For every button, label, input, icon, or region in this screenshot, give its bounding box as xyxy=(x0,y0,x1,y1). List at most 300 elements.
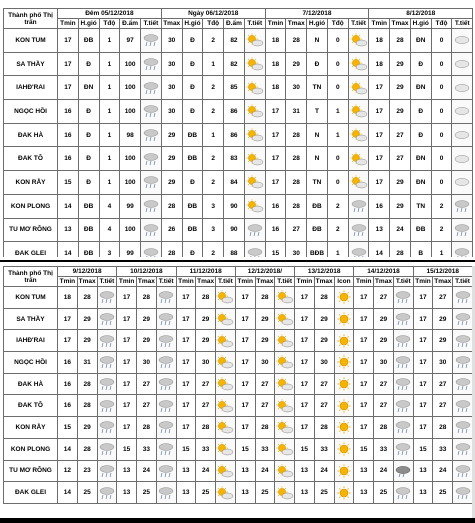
value-cell: Đ xyxy=(78,52,99,76)
column-subheader: Tmax xyxy=(434,278,452,285)
sun-behind-cloud-icon xyxy=(216,352,236,374)
value-cell: ĐN xyxy=(410,29,431,53)
value-cell: 30 xyxy=(161,29,182,53)
sun-behind-cloud-icon xyxy=(244,76,265,100)
value-cell: Đ xyxy=(410,123,431,147)
value-cell: 17 xyxy=(117,308,137,330)
sun-behind-cloud-icon xyxy=(348,29,369,53)
value-cell: 28 xyxy=(286,171,307,195)
rain-cloud-icon xyxy=(348,194,369,218)
value-cell: BĐB xyxy=(307,242,328,266)
value-cell: 30 xyxy=(314,352,334,374)
rain-cloud-icon xyxy=(156,460,176,482)
value-cell: 28 xyxy=(77,373,97,395)
value-cell: 18 xyxy=(58,287,78,309)
rain-cloud-icon xyxy=(97,482,117,504)
value-cell: 33 xyxy=(196,438,216,460)
value-cell: 17 xyxy=(369,171,390,195)
rain-cloud-icon xyxy=(156,330,176,352)
sun-behind-cloud-icon xyxy=(348,52,369,76)
value-cell: 2 xyxy=(203,242,224,266)
table-row xyxy=(4,194,473,218)
sun-icon xyxy=(334,482,354,504)
cloud-icon xyxy=(452,171,473,195)
value-cell: 17 xyxy=(58,308,78,330)
value-cell: 17 xyxy=(295,352,315,374)
value-cell: 1 xyxy=(327,123,348,147)
value-cell: Đ xyxy=(410,100,431,124)
value-cell: 83 xyxy=(224,147,245,171)
value-cell: 0 xyxy=(431,76,452,100)
value-cell: ĐB xyxy=(78,194,99,218)
value-cell: 2 xyxy=(431,194,452,218)
value-cell: 17 xyxy=(235,395,255,417)
value-cell: 16 xyxy=(58,395,78,417)
sun-icon xyxy=(334,373,354,395)
value-cell: 17 xyxy=(176,287,196,309)
table-row xyxy=(4,438,473,460)
city-name: IAHĐ'RAI xyxy=(4,76,58,100)
section-divider xyxy=(0,257,475,266)
value-cell: 13 xyxy=(235,460,255,482)
value-cell: Đ xyxy=(182,171,203,195)
value-cell: 13 xyxy=(176,460,196,482)
value-cell: 0 xyxy=(327,76,348,100)
value-cell: 14 xyxy=(58,242,79,266)
sun-behind-cloud-icon xyxy=(216,438,236,460)
value-cell: 17 xyxy=(369,76,390,100)
sun-behind-cloud-icon xyxy=(216,373,236,395)
value-cell: 27 xyxy=(255,373,275,395)
value-cell: 27 xyxy=(374,373,394,395)
value-cell: 27 xyxy=(196,395,216,417)
value-cell: 17 xyxy=(354,330,374,352)
sun-behind-cloud-icon xyxy=(244,100,265,124)
value-cell: 30 xyxy=(161,76,182,100)
rain-cloud-icon xyxy=(453,352,473,374)
value-cell: ĐN xyxy=(410,171,431,195)
rain-cloud-icon xyxy=(97,395,117,417)
sun-behind-cloud-icon xyxy=(216,460,236,482)
column-subheader: T.tiết xyxy=(393,277,413,287)
city-name: TU MƠ RÔNG xyxy=(4,218,58,242)
value-cell: 16 xyxy=(58,352,78,374)
value-cell: 0 xyxy=(327,52,348,76)
table-row xyxy=(4,417,473,439)
value-cell: 29 xyxy=(161,123,182,147)
value-cell: 27 xyxy=(390,123,411,147)
value-cell: 99 xyxy=(120,194,141,218)
sun-behind-cloud-icon xyxy=(244,52,265,76)
table-row xyxy=(4,460,473,482)
rain-cloud-icon xyxy=(141,76,162,100)
value-cell: 17 xyxy=(235,352,255,374)
rain-cloud-icon xyxy=(97,460,117,482)
value-cell: ĐB xyxy=(410,218,431,242)
value-cell: 33 xyxy=(137,438,157,460)
value-cell: ĐB xyxy=(78,29,99,53)
value-cell: 29 xyxy=(161,171,182,195)
value-cell: 17 xyxy=(295,308,315,330)
value-cell: 30 xyxy=(161,52,182,76)
value-cell: 13 xyxy=(413,482,433,504)
value-cell: 28 xyxy=(196,417,216,439)
value-cell: 18 xyxy=(265,29,286,53)
table-row xyxy=(4,352,473,374)
column-subheader: Tđộ xyxy=(203,19,224,29)
column-subheader: Tđộ xyxy=(99,19,120,29)
city-name: SA THẦY xyxy=(4,308,58,330)
value-cell: B xyxy=(410,242,431,266)
value-cell: Đ xyxy=(307,52,328,76)
value-cell: 100 xyxy=(120,171,141,195)
city-name: ĐAK GLEI xyxy=(4,242,58,266)
sun-behind-cloud-icon xyxy=(275,438,295,460)
column-subheader: Tmin xyxy=(235,277,255,287)
city-name: KON PLONG xyxy=(4,194,58,218)
value-cell: 2 xyxy=(431,218,452,242)
value-cell: 17 xyxy=(265,147,286,171)
value-cell: 17 xyxy=(176,395,196,417)
value-cell: 15 xyxy=(295,438,315,460)
value-cell: 100 xyxy=(120,100,141,124)
value-cell: 17 xyxy=(354,373,374,395)
sun-behind-cloud-icon xyxy=(275,373,295,395)
value-cell: 29 xyxy=(137,330,157,352)
value-cell: 16 xyxy=(369,194,390,218)
city-column-header: Thành phố Thị trấn xyxy=(4,267,58,287)
value-cell: 1 xyxy=(99,52,120,76)
rain-cloud-icon xyxy=(393,330,413,352)
sun-icon xyxy=(334,395,354,417)
rain-cloud-icon xyxy=(156,308,176,330)
value-cell: 27 xyxy=(314,373,334,395)
cloud-icon xyxy=(452,147,473,171)
column-subheader: Tmax xyxy=(374,278,392,285)
value-cell: 24 xyxy=(390,218,411,242)
value-cell: ĐB xyxy=(182,194,203,218)
table-row xyxy=(4,218,473,242)
value-cell: 82 xyxy=(224,29,245,53)
value-cell: 17 xyxy=(354,287,374,309)
value-cell: 28 xyxy=(196,287,216,309)
value-cell: 29 xyxy=(314,308,334,330)
value-cell: 17 xyxy=(176,330,196,352)
value-cell: Đ xyxy=(182,29,203,53)
city-column-header: Thành phố Thị trấn xyxy=(4,9,58,29)
city-name: ĐAK HÀ xyxy=(4,123,58,147)
value-cell: 30 xyxy=(196,352,216,374)
sun-behind-cloud-icon xyxy=(348,171,369,195)
column-subheader: Tmax xyxy=(256,278,274,285)
value-cell: TN xyxy=(307,76,328,100)
value-cell: 17 xyxy=(235,417,255,439)
value-cell: 4 xyxy=(99,218,120,242)
value-cell: 17 xyxy=(58,52,79,76)
column-subheader: T.tiết xyxy=(452,19,473,29)
value-cell: 28 xyxy=(137,417,157,439)
value-cell: 24 xyxy=(255,460,275,482)
column-subheader: T.tiết xyxy=(97,277,117,287)
value-cell: Đ xyxy=(182,76,203,100)
bottom-border xyxy=(0,518,475,523)
sun-behind-cloud-icon xyxy=(348,76,369,100)
cloud-icon xyxy=(452,100,473,124)
date-group-header: 7/12/2018 xyxy=(265,9,369,19)
value-cell: 17 xyxy=(295,330,315,352)
sun-icon xyxy=(334,287,354,309)
value-cell: 15 xyxy=(58,171,79,195)
value-cell: 31 xyxy=(77,352,97,374)
value-cell: 0 xyxy=(431,29,452,53)
value-cell: 17 xyxy=(265,123,286,147)
date-group-header: Đêm 05/12/2018 xyxy=(58,9,162,19)
value-cell: 27 xyxy=(196,373,216,395)
value-cell: 24 xyxy=(314,460,334,482)
value-cell: 30 xyxy=(286,76,307,100)
value-cell: 30 xyxy=(161,100,182,124)
value-cell: 17 xyxy=(176,373,196,395)
column-subheader: Tmax xyxy=(78,278,96,285)
value-cell: 14 xyxy=(369,242,390,266)
value-cell: 1 xyxy=(431,242,452,266)
rain-cloud-icon xyxy=(393,352,413,374)
value-cell: 28 xyxy=(286,123,307,147)
value-cell: 27 xyxy=(433,373,453,395)
value-cell: 13 xyxy=(295,460,315,482)
rain-cloud-icon xyxy=(97,373,117,395)
rain-cloud-icon xyxy=(393,287,413,309)
table-row xyxy=(4,395,473,417)
value-cell: 0 xyxy=(431,171,452,195)
value-cell: 13 xyxy=(235,482,255,504)
value-cell: 17 xyxy=(354,308,374,330)
column-subheader: T.tiết xyxy=(216,277,236,287)
value-cell: 17 xyxy=(369,123,390,147)
value-cell: 27 xyxy=(286,218,307,242)
value-cell: 30 xyxy=(374,352,394,374)
value-cell: 25 xyxy=(196,482,216,504)
rain-cloud-icon xyxy=(453,395,473,417)
value-cell: 18 xyxy=(265,76,286,100)
value-cell: 17 xyxy=(295,395,315,417)
column-subheader: Tmin xyxy=(58,277,78,287)
value-cell: 2 xyxy=(327,194,348,218)
rain-cloud-icon xyxy=(141,123,162,147)
sun-icon xyxy=(334,308,354,330)
value-cell: 13 xyxy=(176,482,196,504)
city-name: NGỌC HỒI xyxy=(4,100,58,124)
value-cell: 17 xyxy=(369,147,390,171)
value-cell: 100 xyxy=(120,218,141,242)
rain-cloud-icon xyxy=(141,147,162,171)
value-cell: 13 xyxy=(295,482,315,504)
value-cell: 14 xyxy=(58,482,78,504)
rain-cloud-icon xyxy=(156,417,176,439)
sun-behind-cloud-icon xyxy=(244,123,265,147)
value-cell: ĐB xyxy=(78,218,99,242)
top-cropped-strip xyxy=(0,0,475,8)
rain-cloud-icon xyxy=(453,438,473,460)
value-cell: ĐB xyxy=(182,147,203,171)
value-cell: Đ xyxy=(182,52,203,76)
rain-cloud-icon xyxy=(453,308,473,330)
sun-icon xyxy=(334,460,354,482)
sun-behind-cloud-icon xyxy=(348,123,369,147)
column-subheader: Tmin xyxy=(265,19,286,29)
value-cell: 17 xyxy=(413,352,433,374)
value-cell: Đ xyxy=(182,242,203,266)
value-cell: 29 xyxy=(390,76,411,100)
value-cell: 17 xyxy=(58,29,79,53)
sun-behind-cloud-icon xyxy=(244,194,265,218)
value-cell: 0 xyxy=(431,52,452,76)
cloud-icon xyxy=(452,52,473,76)
date-group-header: 9/12/2018 xyxy=(58,267,117,277)
value-cell: 15 xyxy=(117,438,137,460)
value-cell: ĐB xyxy=(182,218,203,242)
value-cell: 25 xyxy=(314,482,334,504)
value-cell: T xyxy=(307,100,328,124)
value-cell: 29 xyxy=(390,171,411,195)
value-cell: 18 xyxy=(369,52,390,76)
value-cell: ĐB xyxy=(182,123,203,147)
value-cell: 13 xyxy=(117,482,137,504)
value-cell: 29 xyxy=(374,308,394,330)
table-row xyxy=(4,308,473,330)
value-cell: 13 xyxy=(413,460,433,482)
value-cell: 17 xyxy=(117,330,137,352)
rain-cloud-icon xyxy=(453,330,473,352)
value-cell: 100 xyxy=(120,52,141,76)
value-cell: 17 xyxy=(117,395,137,417)
rain-cloud-icon xyxy=(452,218,473,242)
value-cell: 28 xyxy=(433,417,453,439)
value-cell: 13 xyxy=(117,460,137,482)
value-cell: 88 xyxy=(224,242,245,266)
sun-icon xyxy=(334,352,354,374)
value-cell: 29 xyxy=(374,330,394,352)
value-cell: 85 xyxy=(224,76,245,100)
rain-cloud-icon xyxy=(141,52,162,76)
value-cell: 24 xyxy=(374,460,394,482)
cloud-icon xyxy=(452,76,473,100)
column-subheader: Tmax xyxy=(287,20,305,27)
date-group-header: 15/12/2018 xyxy=(413,267,472,277)
table-row xyxy=(4,373,473,395)
rain-cloud-icon xyxy=(156,482,176,504)
city-name: KON RẪY xyxy=(4,417,58,439)
rain-cloud-icon xyxy=(453,482,473,504)
value-cell: 29 xyxy=(77,417,97,439)
value-cell: 1 xyxy=(99,147,120,171)
value-cell: 17 xyxy=(117,287,137,309)
value-cell: 1 xyxy=(203,52,224,76)
cloud-icon xyxy=(452,29,473,53)
value-cell: ĐB xyxy=(307,218,328,242)
table-row xyxy=(4,52,473,76)
value-cell: 15 xyxy=(265,242,286,266)
column-subheader: T.tiết xyxy=(453,277,473,287)
sun-behind-cloud-icon xyxy=(348,100,369,124)
value-cell: 33 xyxy=(255,438,275,460)
date-group-header: 14/12/2018 xyxy=(354,267,413,277)
value-cell: 99 xyxy=(120,242,141,266)
column-subheader: Đ.ẩm xyxy=(120,19,141,29)
rain-cloud-icon xyxy=(141,171,162,195)
sun-behind-cloud-icon xyxy=(216,308,236,330)
value-cell: 13 xyxy=(58,218,79,242)
value-cell: 0 xyxy=(327,29,348,53)
value-cell: 1 xyxy=(99,171,120,195)
rain-cloud-icon xyxy=(156,352,176,374)
table-row xyxy=(4,29,473,53)
city-name: NGỌC HỒI xyxy=(4,352,58,374)
column-subheader: Tđộ xyxy=(431,19,452,29)
date-group-header: 11/12/2018 xyxy=(176,267,235,277)
column-subheader: Tmax xyxy=(197,278,215,285)
value-cell: 16 xyxy=(58,373,78,395)
sun-behind-cloud-icon xyxy=(275,482,295,504)
city-name: KON RẪY xyxy=(4,171,58,195)
value-cell: 17 xyxy=(58,330,78,352)
value-cell: 17 xyxy=(413,330,433,352)
value-cell: 29 xyxy=(314,330,334,352)
value-cell: 29 xyxy=(433,308,453,330)
value-cell: 15 xyxy=(235,438,255,460)
value-cell: 90 xyxy=(224,194,245,218)
table-row xyxy=(4,482,473,504)
value-cell: N xyxy=(307,29,328,53)
value-cell: 15 xyxy=(413,438,433,460)
sun-icon xyxy=(334,330,354,352)
value-cell: 2 xyxy=(327,218,348,242)
rain-cloud-icon xyxy=(393,395,413,417)
city-name: KON TUM xyxy=(4,29,58,53)
value-cell: 17 xyxy=(413,417,433,439)
value-cell: 28 xyxy=(137,287,157,309)
table-row xyxy=(4,100,473,124)
column-subheader: H.gió xyxy=(182,19,203,29)
date-group-header: 12/12/2018/ xyxy=(235,267,294,277)
value-cell: 29 xyxy=(77,330,97,352)
value-cell: 17 xyxy=(295,373,315,395)
rain-cloud-icon xyxy=(452,194,473,218)
rain-cloud-icon xyxy=(141,29,162,53)
rain-cloud-icon xyxy=(393,308,413,330)
rain-cloud-icon xyxy=(141,100,162,124)
rain-cloud-icon xyxy=(244,218,265,242)
value-cell: Đ xyxy=(182,100,203,124)
value-cell: 0 xyxy=(431,147,452,171)
value-cell: Đ xyxy=(78,171,99,195)
value-cell: 25 xyxy=(77,482,97,504)
value-cell: 33 xyxy=(314,438,334,460)
value-cell: 29 xyxy=(161,147,182,171)
sun-behind-cloud-icon xyxy=(275,417,295,439)
sun-icon xyxy=(334,438,354,460)
value-cell: Đ xyxy=(78,123,99,147)
rain-cloud-icon xyxy=(393,417,413,439)
rain-cloud-icon xyxy=(348,218,369,242)
sun-behind-cloud-icon xyxy=(275,460,295,482)
rain-cloud-icon xyxy=(156,438,176,460)
value-cell: 2 xyxy=(203,29,224,53)
date-group-header: 13/12/2018 xyxy=(295,267,354,277)
value-cell: 14 xyxy=(58,438,78,460)
value-cell: 15 xyxy=(354,438,374,460)
sun-behind-cloud-icon xyxy=(275,352,295,374)
